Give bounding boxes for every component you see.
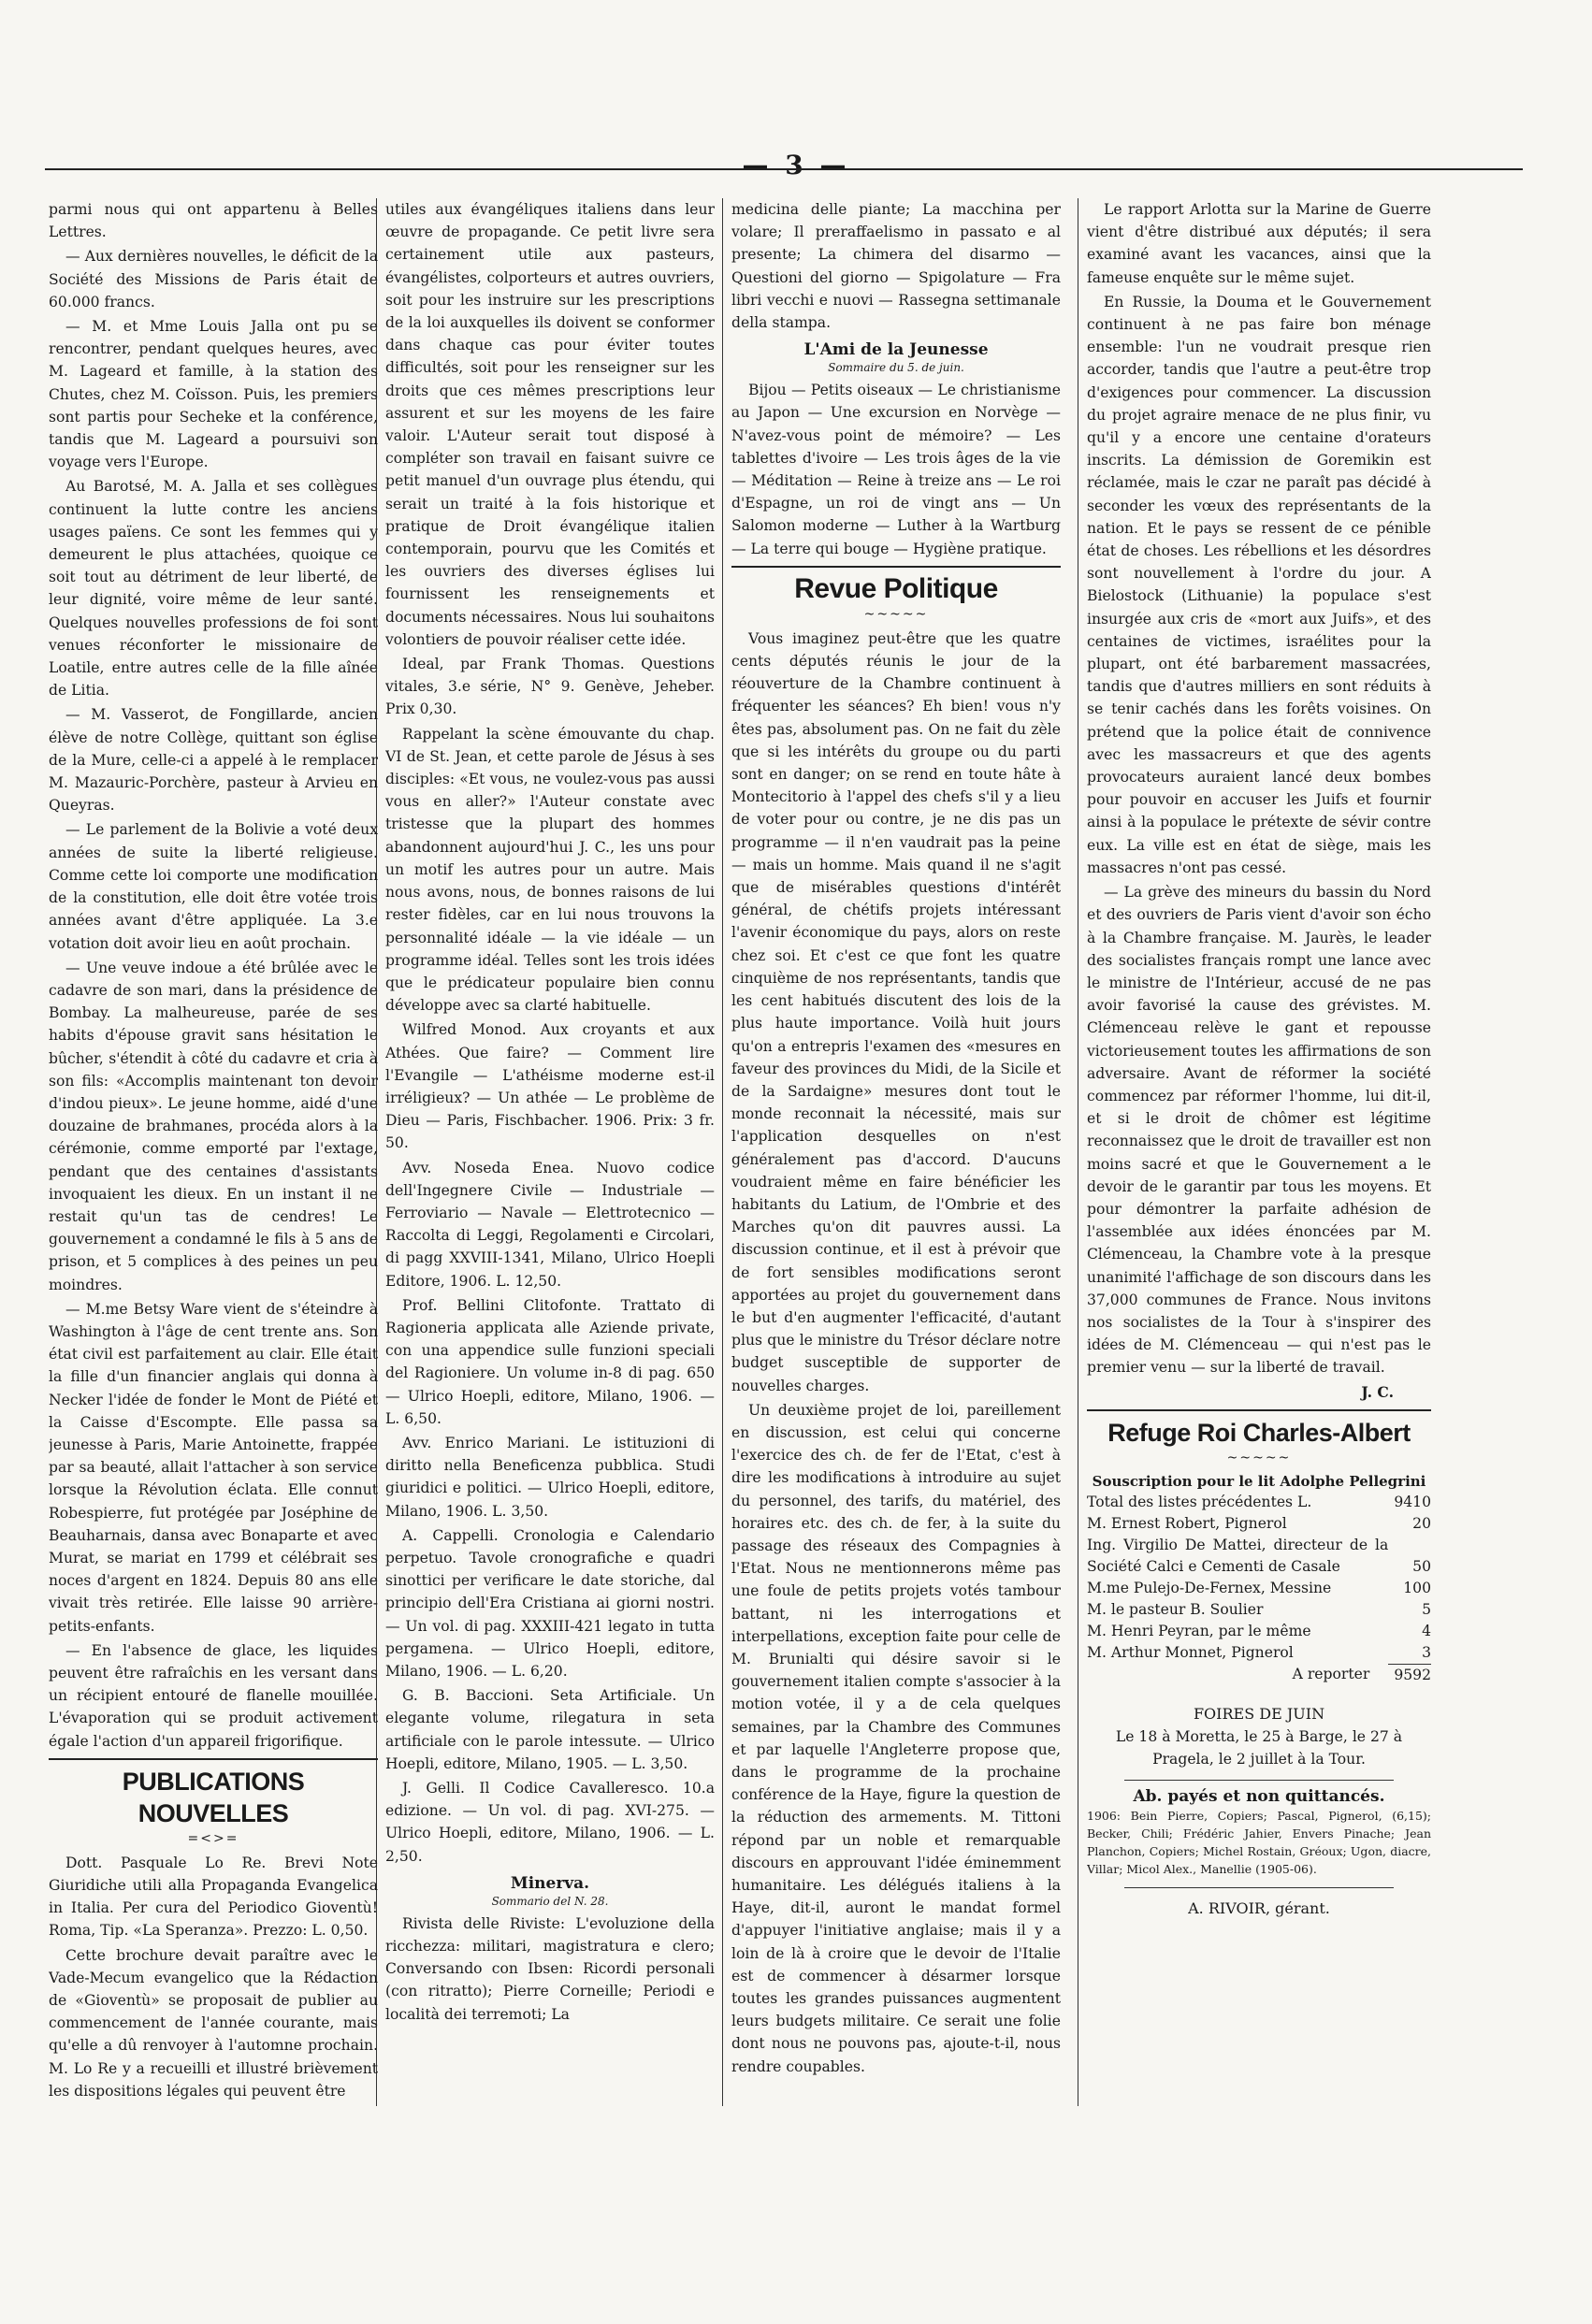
section-title-publications: PUBLICATIONS NOUVELLES (122, 1767, 305, 1827)
publication-entry: Wilfred Monod. Aux croyants et aux Athées. Que faire? — Comment lire l'Evangile — L'athéisme moderne est-il irréligieux? — Un athée — Le problème de Dieu — Paris, Fischbacher. 1906. Prix: 3 fr. 50. (385, 1021, 715, 1152)
revue-paragraph-greve: — La grève des mineurs du bassin du Nord et des ouvriers de Paris vient d'avoir son écho à la Chambre française. M. Jaurès, le leader des socialistes français rompt une lance avec le ministre de l'Intérieur, accusé de ne pas avoir favorisé la cause des grévistes. M. Clémenceau relève le gant et repousse victorieusement toutes les affirmations de son adversaire. Avant de réformer la société commencez par réformer l'homme, lui dit-il, et si le droit de chômer est légitime reconnaissez que le droit de travailler est non moins sacré et que le Gouvernement a le devoir de le garantir par tous les moyens. Et pour démontrer la parfaite adhésion de l'assemblée aux idées énoncées par M. Clémenceau, la Chambre vote à la presque unanimité l'affichage de son discours dans les 37,000 communes de France. Nous invitons nos socialistes de la Tour à s'inspirer des idées de M. Clémenceau — qui n'est pas le premier venu — sur la liberté de travail. (1087, 884, 1431, 1377)
ami-contents: Bijou — Petits oiseaux — Le christianisme au Japon — Une excursion en Norvège — N'avez-vous point de mémoire? — Les tablettes d'ivoire — Les trois âges de la vie — Méditation — Reine à treize ans — Le roi d'Espagne, un roi de vingt ans — Un Salomon moderne — Luther à la Wartburg — La terre qui bouge — Hygiène pratique. (731, 382, 1061, 557)
column-divider (722, 198, 723, 2106)
revue-paragraph-russie: En Russie, la Douma et le Gouvernement continuent à ne pas faire bon ménage ensemble: l'un ne voudrait presque rien accorder, tandis que l'autre a peut-être trop d'exigences pour commencer. La discussion du projet agraire menace de ne plus finir, vu qu'il y a encore une centaine d'orateurs inscrits. La démission de Goremikin est réclamée, mais le czar ne paraît pas décidé à seconder les vœux des représentants de la nation. Et le pays se ressent de ce pénible état de choses. Les rébellions et les désordres sont nouvellement à l'ordre du jour. A Bielostock (Lithuanie) la populace s'est insurgée aux cris de «mort aux Juifs», et des centaines de victimes, israélites pour la plupart, ont été barbarement massacrées, tandis que d'autres milliers en sont réduits à se tenir cachés dans les forêts voisines. On prétend que la police était de connivence avec les massacreurs et que des agents provocateurs auraient lancé deux bombes pour pouvoir en accuser les Juifs et fournir ainsi à la populace le prétexte de sévir contre eux. La ville est en état de siège, mais les massacres n'ont pas cessé. (1087, 293, 1431, 876)
publication-entry: Prof. Bellini Clitofonte. Trattato di Ragioneria applicata alle Aziende private, con una appendice sulle funzioni speciali del Ragioniere. Un volume in-8 di pag. 650 — Ulrico Hoepli, editore, Milano, 1906. — L. 6,50. (385, 1296, 715, 1427)
section-rule (1124, 1780, 1394, 1781)
publication-entry: Avv. Enrico Mariani. Le istituzioni di diritto nella Beneficenza pubblica. Studi giuridici e politici. — Ulrico Hoepli, editore, Milano, 1906. L. 3,50. (385, 1434, 715, 1520)
foires-title: FOIRES DE JUIN (1193, 1704, 1325, 1723)
table-row-total: A reporter 9592 (1292, 1666, 1431, 1683)
column-4 (1087, 198, 1431, 2293)
publication-review: Rappelant la scène émouvante du chap. VI de St. Jean, et cette parole de Jésus à ses disciples: «Et vous, ne voulez-vous pas aussi vous en aller?» l'Auteur constate avec tristesse que la plupart des hommes abandonnent aujourd'hui J. C., les uns pour un motif les autres pour un autre. Mais nous avons, nous, de bonnes raisons de lui rester fidèles, car en lui nous trouvons la personnalité idéale — la vie idéale — un programme idéal. Telles sont les trois idées que le prédicateur populaire bien connu développe avec sa clarté habituelle. (385, 725, 715, 1015)
news-item-betsy-ware: — M.me Betsy Ware vient de s'éteindre à Washington à l'âge de cent trente ans. Son état civil est parfaitement au clair. Elle était la fille d'un financier anglais qui donna à Necker l'idée de fonder le Mont de Piété et la Caisse d'Escompte. Elle passa sa jeunesse à Paris, Marie Antoinette, frappée par sa beauté, allait l'attacher à son service lorsque la Révolution éclata. Elle connut Robespierre, fut protégée par Joséphine de Beauharnais, dansa avec Bonaparte et avec Murat, se mariat en 1799 et célébrait ses noces d'argent en 1824. Depuis 80 ans elle vivait très retirée. Elle laisse 90 arrière-petits-enfants. (49, 1300, 378, 1635)
publication-entry: Avv. Noseda Enea. Nuovo codice dell'Ingegnere Civile — Industriale — Ferroviario — Navale — Elettrotecnico — Raccolta di Leggi, Regolamenti e Circolari, di pagg XXVIII-1341, Milano, Ulrico Hoepli Editore, 1906. L. 12,50. (385, 1159, 715, 1290)
news-item-deficit: — Aux dernières nouvelles, le déficit de la Société des Missions de Paris était de 60.000 francs. (49, 248, 378, 310)
section-rule (49, 1758, 378, 1760)
section-rule (731, 566, 1061, 568)
gerant-signature: A. RIVOIR, gérant. (1188, 1899, 1330, 1918)
section-rule (1087, 1409, 1431, 1411)
ami-subtitle: Sommaire du 5. de juin. (828, 361, 964, 375)
news-item-bolivie: — Le parlement de la Bolivie a voté deux années de suite la liberté religieuse. Comme cette loi comporte une modification de la constitution, elle doit être votée trois années avant d'être appliquée. La 3.e votation doit avoir lieu en août prochain. (49, 821, 378, 952)
title-flourish: ~~~~~ (863, 606, 929, 622)
title-flourish: ~~~~~ (1226, 1450, 1292, 1465)
paragraph: parmi nous qui ont appartenu à Belles Lettres. (49, 201, 378, 241)
publication-review: utiles aux évangéliques italiens dans leur œuvre de propagande. Ce petit livre sera certainement utile aux pasteurs, évangélistes, colporteurs et autres ouvriers, soit pour les instruire sur les prescriptions de la loi auxquelles ils doivent se conformer dans chaque cas pour éviter toutes difficultés, soit pour les renseigner sur les droits que ces mêmes prescriptions leur assurent et sur les moyens de les faire valoir. L'Auteur serait tout disposé à compléter son travail en faisant suivre ce petit manuel d'un ouvrage plus étendu, qui serait un traité à la fois historique et pratique de Droit évangélique italien contemporain, pourvu que les Comités et les ouvriers des diverses églises lui fournissent les renseignements et documents nécessaires. Nous lui souhaitons volontiers de pouvoir réaliser cette idée. (385, 201, 715, 648)
news-item-glace: — En l'absence de glace, les liquides peuvent être rafraîchis en les versant dans un récipient entouré de flanelle mouillée. L'évaporation qui se produit activement égale l'action d'un appareil frigorifique. (49, 1641, 378, 1750)
souscription-table (1087, 1492, 1431, 1686)
news-item-vasserot: — M. Vasserot, de Fongillarde, ancien élève de notre Collège, quittant son église de la Mure, celle-ci a appelé à le remplacer M. Mazauric-Porchère, pasteur à Arvieu en Queyras. (49, 706, 378, 815)
table-row: Total des listes précédentes L. 9410 (1087, 1493, 1431, 1510)
section-title-refuge: Refuge Roi Charles-Albert (1107, 1418, 1411, 1447)
minerva-contents: Rivista delle Riviste: L'evoluzione della ricchezza: militari, magistratura e clero; Conversando con Ibsen: Ricordi personali (con ritratto); Pierre Corneille; Periodi e località dei terremoti; La (385, 1914, 715, 2023)
page-number: — 3 — (742, 150, 850, 180)
publication-review: Cette brochure devait paraître avec le Vade-Mecum evangelico que la Rédaction de «Gioventù» se proposait de publier au commencement de l'année courante, mais qu'elle a dû renvoyer à l'automne prochain. M. Lo Re y a recueilli et illustré brièvement les dispositions légales qui peuvent être (49, 1946, 378, 2100)
abonnements-title: Ab. payés et non quittancés. (1133, 1787, 1385, 1807)
foires-text: Le 18 à Moretta, le 25 à Barge, le 27 à Pragela, le 2 juillet à la Tour. (1115, 1727, 1403, 1768)
revue-paragraph: Le rapport Arlotta sur la Marine de Guerre vient d'être distribué aux députés; il sera examiné avant les vacances, ainsi que la fameuse enquête sur le même sujet. (1087, 201, 1431, 286)
table-row: M. le pasteur B. Soulier 5 (1087, 1600, 1431, 1618)
table-row: M.me Pulejo-De-Fernex, Messine 100 (1087, 1579, 1431, 1596)
signature: J. C. (1361, 1382, 1394, 1401)
column-3 (731, 198, 1061, 2293)
table-row: Ing. Virgilio De Mattei, directeur de la Société Calci e Cementi de Casale 50 (1087, 1536, 1431, 1575)
minerva-subtitle: Sommario del N. 28. (491, 1894, 609, 1908)
publication-entry: J. Gelli. Il Codice Cavalleresco. 10.a edizione. — Un vol. di pag. XVI-275. — Ulrico Hoepli, editore, Milano, 1906. — L. 2,50. (385, 1780, 715, 1865)
table-row: M. Henri Peyran, par le même 4 (1087, 1622, 1431, 1639)
abonnements-list: 1906: Bein Pierre, Copiers; Pascal, Pignerol, (6,15); Becker, Chili; Frédéric Jahier, Envers Pinache; Jean Planchon, Copiers; Michel Rostain, Gréoux; Ugon, diacre, Villar; Micol Alex., Manellie (1905-06). (1087, 1809, 1431, 1877)
table-row: M. Arthur Monnet, Pignerol 3 (1087, 1642, 1431, 1665)
news-item-jalla: — M. et Mme Louis Jalla ont pu se rencontrer, pendant quelques heures, avec M. Lageard et famille, à la station des Chutes, chez M. Coïsson. Puis, les premiers sont partis pour Secheke et la conférence, tandis que M. Lageard a poursuivi son voyage vers l'Europe. (49, 318, 378, 471)
publication-entry: Ideal, par Frank Thomas. Questions vitales, 3.e série, N° 9. Genève, Jeheber. Prix 0,30. (385, 656, 715, 718)
section-title-revue-politique: Revue Politique (794, 572, 998, 604)
news-item-barotse: Au Barotsé, M. A. Jalla et ses collègues continuent la lutte contre les anciens usages païens. Ce sont les femmes qui y demeurent le plus attachées, quoique ce soit tout au détriment de leur liberté, de leur dignité, voire même de leur santé. Quelques nouvelles professions de foi sont venues réconforter le missionaire de Loatile, entre autres celle de la fille aînée de Litia. (49, 478, 378, 700)
header-rule (45, 168, 1523, 170)
title-flourish: =<>= (187, 1830, 239, 1846)
column-1 (49, 198, 378, 2293)
souscription-heading: Souscription pour le lit Adolphe Pellegrini (1092, 1472, 1426, 1490)
publication-entry: Dott. Pasquale Lo Re. Brevi Note Giuridiche utili alla Propaganda Evangelica in Italia. Per cura del Periodico Gioventù! Roma, Tip. «La Speranza». Prezzo: L. 0,50. (49, 1854, 378, 1940)
publication-entry: A. Cappelli. Cronologia e Calendario perpetuo. Tavole cronografiche e quadri sinottici per verificare le date storiche, dal principio dell'Era Cristiana ai giorni nostri. — Un vol. di pag. XXXIII-421 legato in tutta pergamena. — Ulrico Hoepli, editore, Milano, 1906. — L. 6,20. (385, 1526, 715, 1680)
revue-paragraph: Vous imaginez peut-être que les quatre cents députés réunis le jour de la réouverture de la Chambre continuent à fréquenter les séances? Eh bien! vous n'y êtes pas, absolument pas. On ne fait du zèle que si les intérêts du groupe ou du parti sont en danger; on se rend en toute hâte à Montecitorio à l'appel des chefs s'il y a lieu de voter pour ou contre, je ne dis pas un programme — il n'en vaudrait pas la peine — mais un homme. Mais quand il ne s'agit que de misérables questions d'intérêt général, de chétifs projets intéressant l'avenir économique du pays, alors on reste chez soi. Et c'est ce que font les quatre cinquième de nos représentants, tandis que les cent habitués discutent des lois de la plus haute importance. Voilà huit jours qu'on a entrepris l'examen des «mesures en faveur des provinces du Midi, de la Sicile et de la Sardaigne» mesures dont tout le monde reconnait la nécessité, mais sur l'application desquelles on n'est généralement pas d'accord. D'aucuns voudraient même en faire bénéficier les habitants du Latium, de l'Ombrie et des Marches qu'on dit pauvres aussi. La discussion continue, et il est à prévoir que de fort sensibles modifications seront apportées au projet du gouvernement dans le but d'en augmenter l'efficacité, d'autant plus que le ministre du Trésor déclare notre budget susceptible de supporter de nouvelles charges. (731, 629, 1061, 1394)
news-item-veuve-indoue: — Une veuve indoue a été brûlée avec le cadavre de son mari, dans la présidence de Bombay. La malheureuse, parée de ses habits d'épouse gravit sans hésitation le bûcher, s'étendit à côté du cadavre et cria à son fils: «Accomplis maintenant ton devoir d'indou pieux». Le jeune homme, aidé d'une douzaine de brahmanes, procéda alors à la cérémonie, comme emporté par l'extage, pendant que des centaines d'assistants invoquaient les dieux. En un instant il ne restait qu'un tas de cendres! Le gouvernement a condamné le fils à 5 ans de prison, et 5 complices à des peines un peu moindres. (49, 959, 378, 1293)
minerva-contents-cont: medicina delle piante; La macchina per volare; Il preraffaelismo in passato e al presente; La chimera del disarmo — Questioni del giorno — Spigolature — Fra libri vecchi e nuovi — Rassegna settimanale della stampa. (731, 201, 1061, 332)
section-rule (1124, 1887, 1394, 1888)
minerva-title: Minerva. (510, 1873, 590, 1893)
revue-paragraph: Un deuxième projet de loi, pareillement en discussion, est celui qui concerne l'exercice des ch. de fer de l'Etat, c'est à dire les modifications à introduire au sujet du personnel, des tarifs, du matériel, des horaires etc. des ch. de fer, à la suite du passage des réseaux des Compagnies à l'Etat. Nous ne mentionnerons même pas une foule de petits projets votés tambour battant, ni les interrogations et interpellations, exception faite pour celle de M. Brunialti qui désire savoir si le gouvernement italien compte s'associer à la motion votée, il y a de cela quelques semaines, par la Chambre des Communes et par laquelle l'Angleterre propose que, dans le programme de la prochaine conférence de la Haye, figure la question de la réduction des armements. M. Tittoni répond par un noble et remarquable discours en approuvant l'idée éminemment humanitaire. Les délégués italiens à la Haye, dit-il, auront le mandat formel d'appuyer l'initiative anglaise; mais il y a loin de là à croire que le devoir de l'Italie est de commencer à désarmer lorsque toutes les grandes puissances augmentent leurs budgets militaire. Ce serait une folie dont nous ne pouvons pas, ajoute-t-il, nous rendre coupables. (731, 1401, 1061, 2075)
column-2 (385, 198, 715, 2293)
publication-entry: G. B. Baccioni. Seta Artificiale. Un elegante volume, rilegatura in seta artificiale con le parole intessute. — Ulrico Hoepli, editore, Milano, 1905. — L. 3,50. (385, 1687, 715, 1772)
ami-title: L'Ami de la Jeunesse (803, 340, 989, 360)
table-row: M. Ernest Robert, Pignerol 20 (1087, 1514, 1431, 1532)
